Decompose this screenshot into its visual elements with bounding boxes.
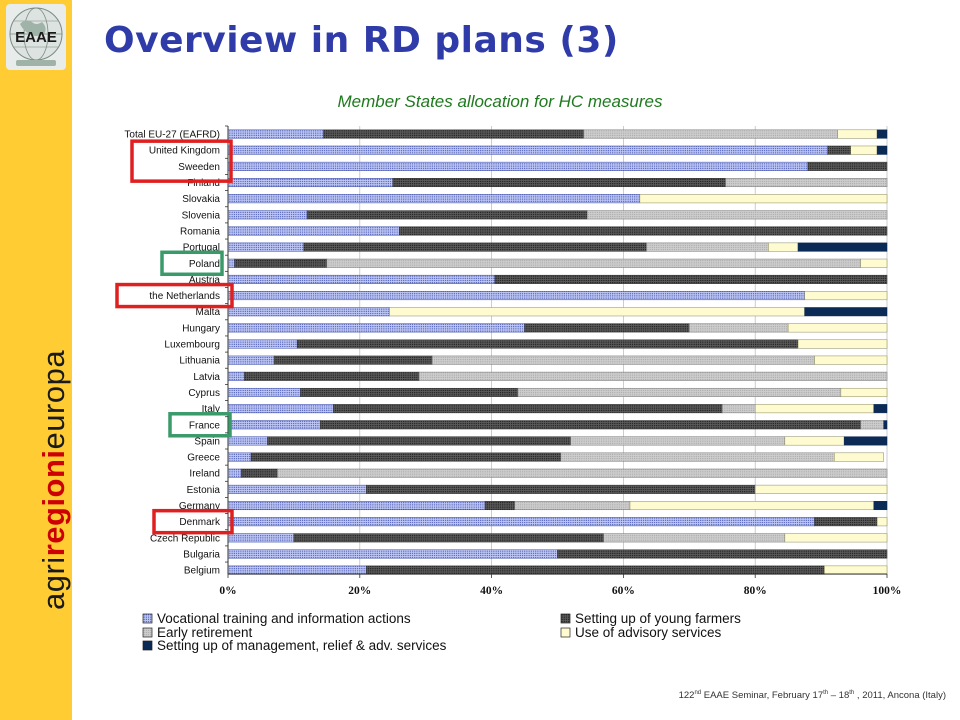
bar-segment-s1-25 [294,534,604,543]
footer-text [679,690,946,701]
bar-segment-s0-22 [228,485,366,494]
category-label: Ireland [189,468,220,480]
bar-segment-s1-19 [268,437,571,446]
bar-segment-s2-23 [515,501,630,510]
bar-segment-s3-12 [788,324,887,333]
x-tick-label: 80% [743,585,767,597]
bar-segment-s0-23 [228,501,485,510]
bar-segment-s3-8 [861,259,887,268]
category-label: Spain [194,436,220,448]
legend-label: Vocational training and information actions [157,611,411,626]
bar-segment-s0-14 [228,356,274,365]
logo-text: EAAE [15,29,57,46]
bar-segment-s1-21 [241,469,277,478]
category-label: Hungary [182,323,220,335]
x-tick-label: 60% [611,585,635,597]
bar-segment-s3-24 [877,517,887,526]
bar-segment-s4-1 [877,146,887,155]
category-label: Poland [188,258,220,270]
bar-segment-s0-19 [228,437,268,446]
bar-segment-s4-23 [874,501,887,510]
bar-segment-s1-13 [297,340,798,349]
bar-segment-s0-20 [228,453,251,462]
bar-segment-s0-12 [228,324,525,333]
bar-segment-s1-23 [485,501,515,510]
bar-segment-s2-18 [861,421,884,430]
bar-segment-s1-1 [828,146,851,155]
bar-segment-s1-7 [304,243,647,252]
bar-segment-s3-25 [785,534,887,543]
bar-segment-s3-16 [841,388,887,397]
legend-swatch [561,628,570,637]
bar-segment-s1-27 [366,566,824,575]
bar-segment-s1-12 [525,324,690,333]
bar-segment-s2-25 [604,534,785,543]
bar-segment-s1-18 [320,421,860,430]
bar-segment-s3-4 [640,194,887,203]
category-label: Italy [201,404,220,416]
brand-mid: regioni [36,449,71,557]
x-tick-label: 20% [348,585,372,597]
bar-segment-s4-18 [884,421,887,430]
bar-segment-s1-2 [808,162,887,171]
bar-segment-s0-15 [228,372,244,381]
category-label: Lithuania [179,355,220,367]
bar-segment-s2-15 [419,372,887,381]
bar-segment-s0-7 [228,243,304,252]
footer-prefix: 122 [678,690,695,702]
bar-segment-s0-21 [228,469,241,478]
category-label: Malta [195,307,220,319]
category-label: Greece [187,452,220,464]
bar-segment-s2-7 [646,243,768,252]
bar-segment-s3-17 [755,404,874,413]
bar-segment-s2-14 [432,356,814,365]
footer-suffix: , 2011, Ancona (Italy) [854,690,946,702]
category-label: Germany [178,501,220,513]
category-label: France [188,420,220,432]
footer-sup2: th [823,690,829,696]
bar-segment-s3-14 [815,356,887,365]
legend-swatch [143,628,152,637]
bar-segment-s0-11 [228,307,389,316]
bar-segment-s4-7 [798,243,887,252]
legend-swatch [143,614,152,623]
category-label: Austria [188,274,220,286]
bar-segment-s0-27 [228,566,366,575]
bar-segment-s2-20 [561,453,834,462]
bar-segment-s3-13 [798,340,887,349]
bar-segment-s0-24 [228,517,815,526]
x-tick-label: 40% [480,585,504,597]
bar-segment-s3-0 [838,130,878,139]
bar-segment-s1-3 [393,178,726,187]
legend-swatch [561,614,570,623]
category-label: Slovenia [181,210,220,222]
footer-mid: EAAE Seminar, February 17 [701,690,824,702]
bar-segment-s0-9 [228,275,495,284]
bar-segment-s0-17 [228,404,333,413]
category-label: Finland [187,178,220,190]
bar-segment-s4-0 [877,130,887,139]
legend-swatch [143,641,152,650]
category-label: Latvia [193,371,220,383]
bar-segment-s4-19 [844,437,887,446]
bar-segment-s1-20 [251,453,561,462]
bar-segment-s0-5 [228,211,307,220]
category-label: Romania [179,226,220,238]
bar-segment-s0-4 [228,194,640,203]
bar-segment-s0-16 [228,388,300,397]
bar-segment-s1-5 [307,211,587,220]
bar-segment-s3-20 [834,453,883,462]
bar-segment-s3-22 [755,485,887,494]
bar-segment-s1-9 [495,275,887,284]
bar-segment-s1-0 [324,130,584,139]
category-label: Czech Republic [149,533,220,545]
legend-label: Use of advisory services [575,625,722,640]
bar-segment-s3-7 [768,243,798,252]
bar-segment-s1-14 [274,356,432,365]
bar-segment-s1-26 [558,550,888,559]
legend-label: Early retirement [157,625,253,640]
category-label: Belgium [183,565,220,577]
x-tick-label: 0% [219,585,237,597]
bar-segment-s0-26 [228,550,558,559]
category-label: Portugal [182,242,220,254]
category-label: Total EU-27 (EAFRD) [124,129,220,141]
bar-segment-s2-21 [277,469,887,478]
bar-segment-s0-0 [228,130,324,139]
bar-segment-s1-24 [815,517,878,526]
bar-segment-s3-23 [630,501,874,510]
bar-segment-s0-10 [228,291,805,300]
bar-segment-s2-17 [722,404,755,413]
category-label: Estonia [186,484,220,496]
bar-segment-s0-8 [228,259,235,268]
bar-segment-s4-11 [805,307,887,316]
footer-sup1: nd [694,690,702,696]
bar-segment-s3-11 [389,307,804,316]
bar-segment-s0-18 [228,421,320,430]
bar-segment-s2-12 [689,324,788,333]
bar-segment-s2-0 [584,130,838,139]
bar-segment-s1-15 [244,372,419,381]
category-label: United Kingdom [148,145,220,157]
bar-segment-s2-3 [726,178,887,187]
bar-segment-s0-6 [228,227,399,236]
category-label: Denmark [179,517,220,529]
category-label: Luxembourg [164,339,220,351]
bar-segment-s2-16 [518,388,841,397]
category-label: Slovakia [182,194,220,206]
bar-segment-s1-16 [300,388,517,397]
brand-post: europa [36,349,71,450]
category-label: Sweeden [178,161,220,173]
bar-segment-s4-17 [874,404,887,413]
legend-label: Setting up of management, relief & adv. services [157,638,447,653]
legend-label: Setting up of young farmers [575,611,741,626]
bar-segment-s0-2 [228,162,808,171]
bar-segment-s1-17 [333,404,722,413]
footer-mid2: – 18 [828,690,850,702]
bar-segment-s2-8 [327,259,861,268]
bar-segment-s1-6 [399,227,887,236]
slide-title: Overview in RD plans (3) [104,20,619,61]
bar-segment-s0-3 [228,178,393,187]
category-label: the Netherlands [149,291,220,303]
chart-subtitle: Member States allocation for HC measures [337,92,663,111]
category-label: Cyprus [188,387,220,399]
bar-segment-s1-8 [235,259,327,268]
bar-segment-s1-22 [366,485,755,494]
bar-segment-s3-27 [824,566,887,575]
brand-pre: agri [36,556,71,610]
bar-segment-s0-13 [228,340,297,349]
footer-sup3: th [849,690,855,696]
bar-segment-s0-1 [228,146,828,155]
bar-segment-s2-19 [571,437,785,446]
x-tick-label: 100% [872,585,902,597]
bar-segment-s0-25 [228,534,294,543]
bar-segment-s2-5 [587,211,887,220]
bar-segment-s3-1 [851,146,877,155]
bar-segment-s3-19 [785,437,844,446]
bar-segment-s3-10 [805,291,887,300]
category-label: Bulgaria [183,549,220,561]
